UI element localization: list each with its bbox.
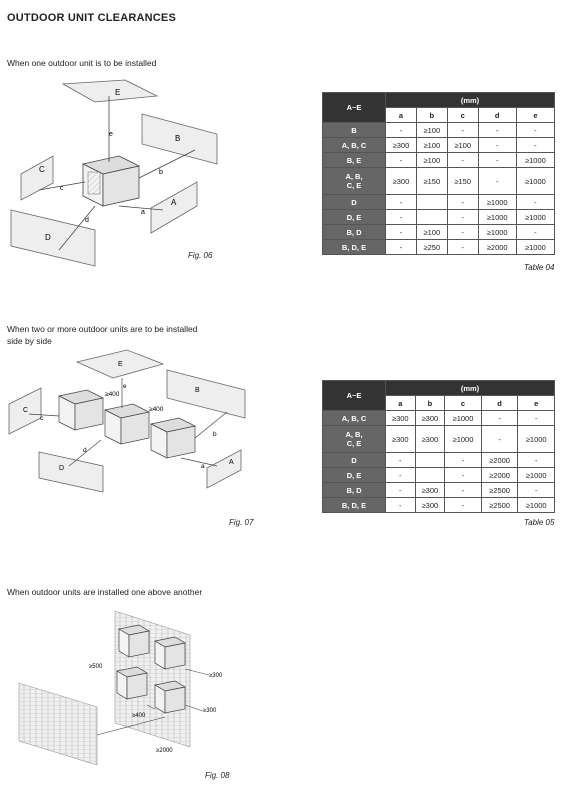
table-row: B - ≥100 - - -	[323, 123, 555, 138]
fig07-label-400b: ≥400	[149, 406, 164, 413]
fig07-label-c: c	[40, 415, 44, 422]
fig07-label-400a: ≥400	[105, 391, 120, 398]
section3-caption: When outdoor units are installed one above another	[7, 587, 203, 597]
fig06-label-B: B	[175, 134, 181, 143]
fig07-label-a: a	[201, 463, 205, 470]
table05-col-c: c	[445, 396, 482, 411]
fig08-caption: Fig. 08	[205, 771, 230, 780]
fig06-label-c: c	[60, 185, 64, 192]
table05-corner: A~E	[323, 381, 386, 411]
page-title: OUTDOOR UNIT CLEARANCES	[7, 12, 176, 24]
table-row: A, B, C, E ≥300 ≥300 ≥1000 - ≥1000	[323, 426, 555, 453]
fig06-diagram	[5, 78, 220, 273]
fig08-unit-tr	[155, 637, 185, 669]
table-row: B, D, E - ≥250 - ≥2000 ≥1000	[323, 240, 555, 255]
table04-col-d: d	[478, 108, 516, 123]
table-row: B, D - ≥300 - ≥2500 -	[323, 483, 555, 498]
fig08-diagram	[15, 605, 250, 770]
table-row: B, D, E - ≥300 - ≥2500 ≥1000	[323, 498, 555, 513]
table05-col-b: b	[415, 396, 445, 411]
table04-col-b: b	[416, 108, 447, 123]
fig07-label-e: e	[123, 383, 127, 390]
table04	[322, 92, 555, 255]
fig07-unit-2	[105, 404, 149, 444]
table-row: D, E - - ≥2000 ≥1000	[323, 468, 555, 483]
fig08-unit-bl	[117, 667, 147, 699]
fig07-unit-3	[151, 418, 195, 458]
table04-unit: (mm)	[386, 93, 555, 108]
fig07-diagram	[5, 348, 250, 498]
table05	[322, 380, 555, 513]
table05-col-a: a	[386, 396, 416, 411]
table-row: D - - ≥2000 -	[323, 453, 555, 468]
fig06-label-b: b	[159, 169, 163, 176]
fig06-label-d: d	[85, 217, 89, 224]
table-row: B, E - ≥100 - - ≥1000	[323, 153, 555, 168]
section1-caption: When one outdoor unit is to be installed	[7, 58, 157, 68]
fig07-label-C: C	[23, 407, 29, 414]
fig06-label-D: D	[45, 233, 51, 242]
fig06-label-e: e	[109, 131, 113, 138]
fig07-label-d: d	[83, 447, 87, 454]
fig06-label-A: A	[171, 198, 177, 207]
fig06-label-C: C	[39, 165, 45, 174]
fig07-unit-1	[59, 390, 103, 430]
fig08-label-500: ≥500	[89, 664, 103, 670]
fig06-label-a: a	[141, 209, 145, 216]
table05-caption: Table 05	[524, 518, 555, 527]
table04-col-a: a	[386, 108, 417, 123]
table05-col-d: d	[481, 396, 518, 411]
table04-corner: A~E	[323, 93, 386, 123]
table-row: A, B, C, E ≥300 ≥150 ≥150 - ≥1000	[323, 168, 555, 195]
table-row: B, D - ≥100 - ≥1000 -	[323, 225, 555, 240]
fig08-label-2000: ≥2000	[156, 748, 173, 754]
table04-caption: Table 04	[524, 263, 555, 272]
fig06-label-E: E	[115, 88, 121, 97]
table04-col-e: e	[516, 108, 554, 123]
fig07-label-A: A	[229, 459, 234, 466]
fig07-label-D: D	[59, 465, 65, 472]
table-row: A, B, C ≥300 ≥100 ≥100 - -	[323, 138, 555, 153]
section2-caption: When two or more outdoor units are to be installed side by side	[7, 324, 198, 346]
fig08-unit-br	[155, 681, 185, 713]
fig07-label-B: B	[195, 387, 200, 394]
fig07-label-E: E	[118, 361, 123, 368]
table05-col-e: e	[518, 396, 555, 411]
table-row: D - - ≥1000 -	[323, 195, 555, 210]
fig07-caption: Fig. 07	[229, 518, 254, 527]
fig07-label-b: b	[213, 431, 217, 438]
fig06-caption: Fig. 06	[188, 251, 213, 260]
fig08-label-300b: ≥300	[203, 708, 217, 714]
table-row: A, B, C ≥300 ≥300 ≥1000 - -	[323, 411, 555, 426]
table-row: D, E - - ≥1000 ≥1000	[323, 210, 555, 225]
fig08-label-300a: ≥300	[209, 673, 223, 679]
table04-col-c: c	[447, 108, 478, 123]
fig08-unit-tl	[119, 625, 149, 657]
fig08-label-400: ≥400	[132, 713, 146, 719]
table05-unit: (mm)	[386, 381, 555, 396]
